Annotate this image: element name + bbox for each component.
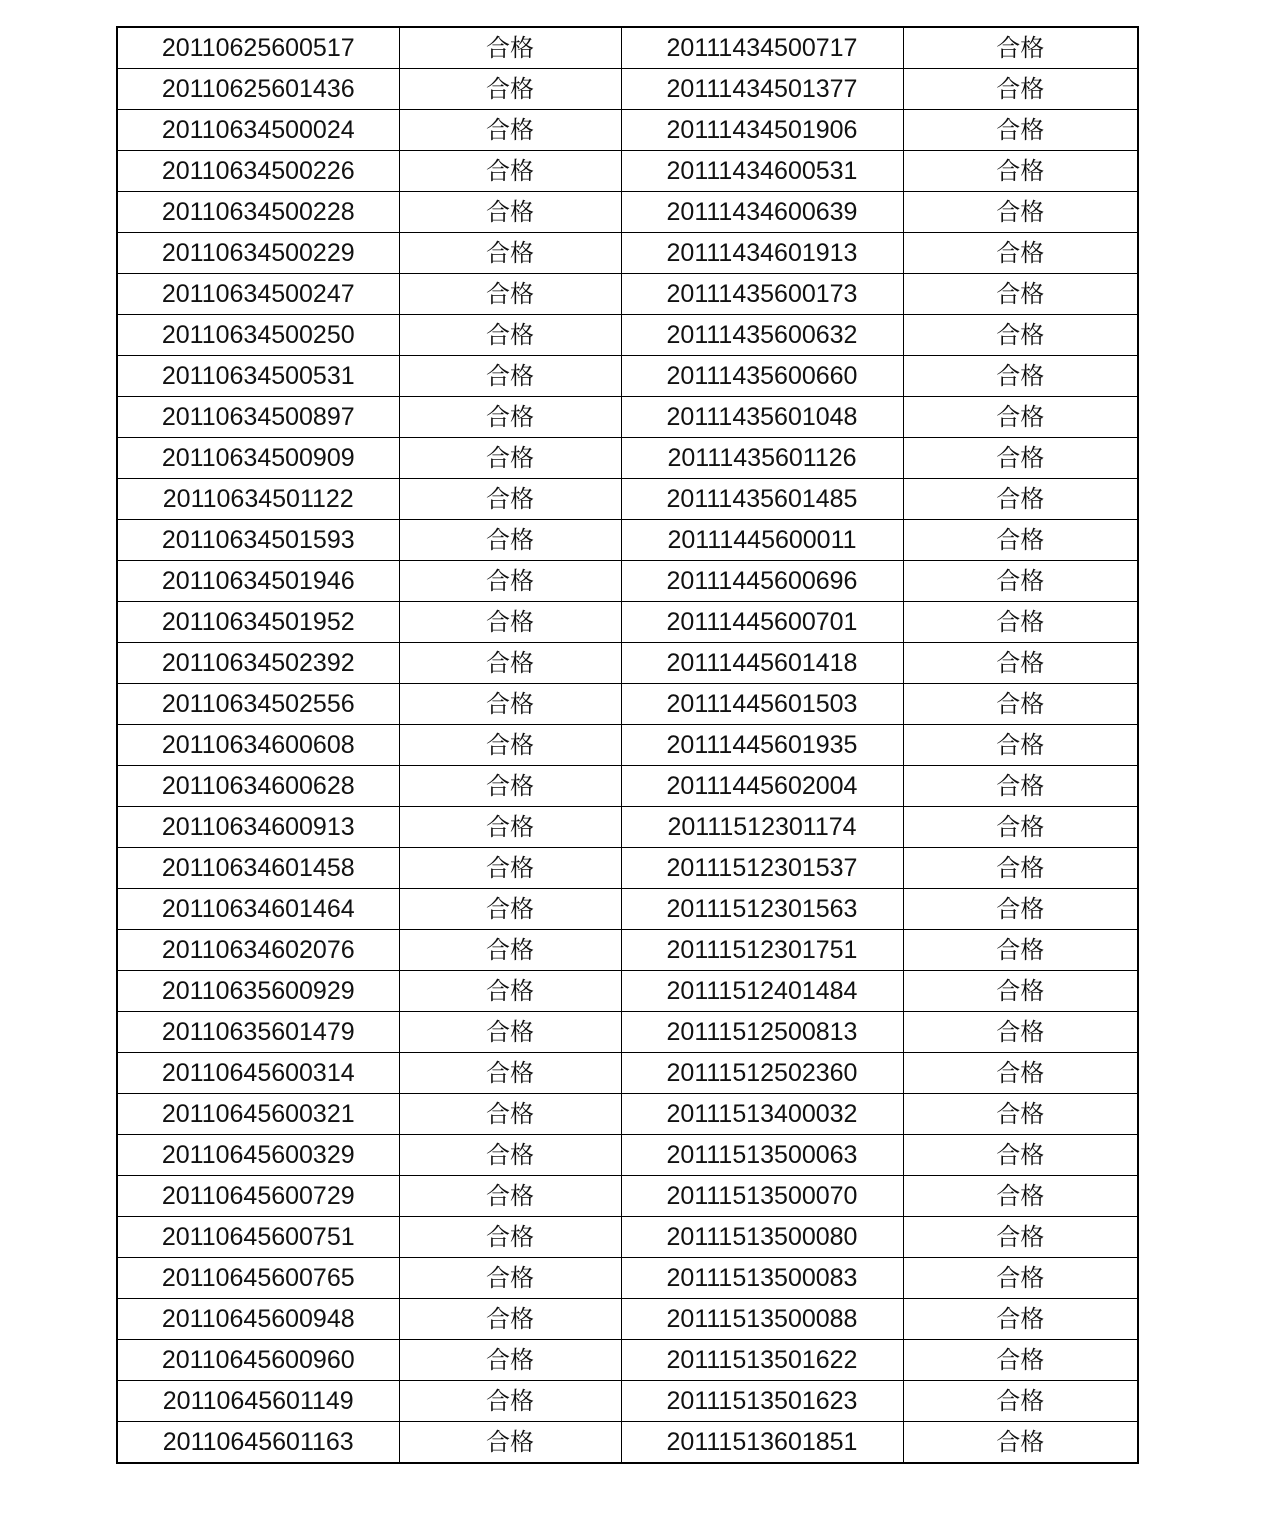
exam-id-cell-left: 20110645600948 bbox=[117, 1299, 399, 1340]
table-row bbox=[117, 561, 1138, 602]
table-row bbox=[117, 69, 1138, 110]
table-row bbox=[117, 110, 1138, 151]
exam-id-cell-left: 20110645601163 bbox=[117, 1422, 399, 1464]
result-status-cell-right: 合格 bbox=[903, 848, 1138, 889]
result-status-cell-left: 合格 bbox=[399, 1258, 621, 1299]
table-row bbox=[117, 438, 1138, 479]
result-status-cell-right: 合格 bbox=[903, 356, 1138, 397]
exam-id-cell-right: 20111513500063 bbox=[621, 1135, 903, 1176]
result-status-cell-left: 合格 bbox=[399, 69, 621, 110]
result-status-cell-right: 合格 bbox=[903, 151, 1138, 192]
exam-id-cell-right: 20111445600696 bbox=[621, 561, 903, 602]
result-status-cell-left: 合格 bbox=[399, 930, 621, 971]
table-row bbox=[117, 151, 1138, 192]
exam-id-cell-left: 20110634502556 bbox=[117, 684, 399, 725]
table-row bbox=[117, 643, 1138, 684]
result-status-cell-right: 合格 bbox=[903, 233, 1138, 274]
result-status-cell-left: 合格 bbox=[399, 725, 621, 766]
exam-id-cell-right: 20111434601913 bbox=[621, 233, 903, 274]
exam-id-cell-left: 20110634500250 bbox=[117, 315, 399, 356]
table-row bbox=[117, 520, 1138, 561]
table-row bbox=[117, 1053, 1138, 1094]
exam-id-cell-left: 20110634501122 bbox=[117, 479, 399, 520]
result-status-cell-right: 合格 bbox=[903, 643, 1138, 684]
exam-id-cell-left: 20110634502392 bbox=[117, 643, 399, 684]
result-status-cell-right: 合格 bbox=[903, 1381, 1138, 1422]
exam-id-cell-left: 20110625601436 bbox=[117, 69, 399, 110]
exam-id-cell-right: 20111445601418 bbox=[621, 643, 903, 684]
exam-id-cell-left: 20110634601458 bbox=[117, 848, 399, 889]
table-row bbox=[117, 1012, 1138, 1053]
result-status-cell-left: 合格 bbox=[399, 520, 621, 561]
result-status-cell-left: 合格 bbox=[399, 807, 621, 848]
exam-id-cell-left: 20110634500229 bbox=[117, 233, 399, 274]
result-status-cell-left: 合格 bbox=[399, 1135, 621, 1176]
exam-id-cell-right: 20111435601048 bbox=[621, 397, 903, 438]
exam-id-cell-left: 20110634500024 bbox=[117, 110, 399, 151]
exam-id-cell-left: 20110645600329 bbox=[117, 1135, 399, 1176]
table-row bbox=[117, 1217, 1138, 1258]
result-status-cell-right: 合格 bbox=[903, 725, 1138, 766]
result-status-cell-right: 合格 bbox=[903, 930, 1138, 971]
result-status-cell-left: 合格 bbox=[399, 1053, 621, 1094]
exam-id-cell-right: 20111513500070 bbox=[621, 1176, 903, 1217]
result-status-cell-right: 合格 bbox=[903, 1135, 1138, 1176]
result-status-cell-left: 合格 bbox=[399, 766, 621, 807]
result-status-cell-right: 合格 bbox=[903, 274, 1138, 315]
result-status-cell-right: 合格 bbox=[903, 1012, 1138, 1053]
result-status-cell-right: 合格 bbox=[903, 971, 1138, 1012]
table-row bbox=[117, 1094, 1138, 1135]
table-row bbox=[117, 397, 1138, 438]
exam-id-cell-right: 20111513601851 bbox=[621, 1422, 903, 1464]
exam-id-cell-left: 20110645601149 bbox=[117, 1381, 399, 1422]
table-row bbox=[117, 1422, 1138, 1464]
result-status-cell-right: 合格 bbox=[903, 192, 1138, 233]
result-status-cell-left: 合格 bbox=[399, 1422, 621, 1464]
result-status-cell-right: 合格 bbox=[903, 397, 1138, 438]
exam-id-cell-right: 20111434600531 bbox=[621, 151, 903, 192]
exam-id-cell-left: 20110634500228 bbox=[117, 192, 399, 233]
exam-id-cell-right: 20111512301174 bbox=[621, 807, 903, 848]
result-status-cell-right: 合格 bbox=[903, 1053, 1138, 1094]
result-status-cell-left: 合格 bbox=[399, 397, 621, 438]
result-status-cell-left: 合格 bbox=[399, 438, 621, 479]
result-status-cell-left: 合格 bbox=[399, 1381, 621, 1422]
result-status-cell-left: 合格 bbox=[399, 848, 621, 889]
result-status-cell-left: 合格 bbox=[399, 1176, 621, 1217]
table-row bbox=[117, 848, 1138, 889]
exam-id-cell-left: 20110634601464 bbox=[117, 889, 399, 930]
result-status-cell-left: 合格 bbox=[399, 1012, 621, 1053]
table-row bbox=[117, 930, 1138, 971]
result-status-cell-left: 合格 bbox=[399, 151, 621, 192]
result-status-cell-right: 合格 bbox=[903, 807, 1138, 848]
table-row bbox=[117, 274, 1138, 315]
exam-id-cell-right: 20111434500717 bbox=[621, 27, 903, 69]
exam-id-cell-right: 20111445601935 bbox=[621, 725, 903, 766]
result-status-cell-right: 合格 bbox=[903, 1422, 1138, 1464]
result-status-cell-right: 合格 bbox=[903, 110, 1138, 151]
result-status-cell-left: 合格 bbox=[399, 27, 621, 69]
result-status-cell-left: 合格 bbox=[399, 233, 621, 274]
exam-id-cell-right: 20111513501622 bbox=[621, 1340, 903, 1381]
result-status-cell-left: 合格 bbox=[399, 889, 621, 930]
result-status-cell-left: 合格 bbox=[399, 1217, 621, 1258]
result-status-cell-left: 合格 bbox=[399, 192, 621, 233]
exam-id-cell-right: 20111434600639 bbox=[621, 192, 903, 233]
exam-id-cell-right: 20111513500083 bbox=[621, 1258, 903, 1299]
result-status-cell-left: 合格 bbox=[399, 684, 621, 725]
table-row bbox=[117, 766, 1138, 807]
table-row bbox=[117, 807, 1138, 848]
exam-id-cell-right: 20111434501377 bbox=[621, 69, 903, 110]
table-row bbox=[117, 725, 1138, 766]
exam-id-cell-right: 20111445600011 bbox=[621, 520, 903, 561]
table-row bbox=[117, 889, 1138, 930]
result-status-cell-right: 合格 bbox=[903, 1340, 1138, 1381]
result-status-cell-right: 合格 bbox=[903, 315, 1138, 356]
exam-id-cell-left: 20110634501946 bbox=[117, 561, 399, 602]
exam-id-cell-left: 20110645600960 bbox=[117, 1340, 399, 1381]
result-status-cell-left: 合格 bbox=[399, 110, 621, 151]
result-status-cell-left: 合格 bbox=[399, 1094, 621, 1135]
exam-id-cell-right: 20111434501906 bbox=[621, 110, 903, 151]
result-status-cell-left: 合格 bbox=[399, 356, 621, 397]
exam-id-cell-right: 20111512502360 bbox=[621, 1053, 903, 1094]
table-row bbox=[117, 1299, 1138, 1340]
table-row bbox=[117, 1340, 1138, 1381]
exam-id-cell-left: 20110634500226 bbox=[117, 151, 399, 192]
result-status-cell-left: 合格 bbox=[399, 1299, 621, 1340]
result-status-cell-right: 合格 bbox=[903, 561, 1138, 602]
result-status-cell-right: 合格 bbox=[903, 684, 1138, 725]
exam-id-cell-left: 20110635601479 bbox=[117, 1012, 399, 1053]
exam-id-cell-left: 20110634500909 bbox=[117, 438, 399, 479]
result-status-cell-left: 合格 bbox=[399, 274, 621, 315]
table-row bbox=[117, 233, 1138, 274]
result-status-cell-right: 合格 bbox=[903, 479, 1138, 520]
exam-id-cell-right: 20111512301563 bbox=[621, 889, 903, 930]
exam-id-cell-right: 20111513500080 bbox=[621, 1217, 903, 1258]
exam-id-cell-right: 20111445602004 bbox=[621, 766, 903, 807]
table-row bbox=[117, 1135, 1138, 1176]
exam-id-cell-right: 20111435601126 bbox=[621, 438, 903, 479]
exam-id-cell-right: 20111435600660 bbox=[621, 356, 903, 397]
exam-id-cell-left: 20110634602076 bbox=[117, 930, 399, 971]
exam-id-cell-right: 20111512500813 bbox=[621, 1012, 903, 1053]
table-row bbox=[117, 1258, 1138, 1299]
exam-id-cell-right: 20111512301751 bbox=[621, 930, 903, 971]
table-row bbox=[117, 1381, 1138, 1422]
result-status-cell-right: 合格 bbox=[903, 602, 1138, 643]
exam-id-cell-left: 20110625600517 bbox=[117, 27, 399, 69]
exam-id-cell-left: 20110634500897 bbox=[117, 397, 399, 438]
result-status-cell-left: 合格 bbox=[399, 479, 621, 520]
result-status-cell-left: 合格 bbox=[399, 315, 621, 356]
exam-id-cell-right: 20111435600173 bbox=[621, 274, 903, 315]
exam-id-cell-left: 20110645600729 bbox=[117, 1176, 399, 1217]
results-table-body bbox=[117, 27, 1138, 1463]
exam-id-cell-left: 20110635600929 bbox=[117, 971, 399, 1012]
table-row bbox=[117, 971, 1138, 1012]
exam-id-cell-left: 20110645600321 bbox=[117, 1094, 399, 1135]
exam-id-cell-left: 20110645600765 bbox=[117, 1258, 399, 1299]
result-status-cell-right: 合格 bbox=[903, 438, 1138, 479]
exam-id-cell-left: 20110634500531 bbox=[117, 356, 399, 397]
exam-id-cell-left: 20110634600608 bbox=[117, 725, 399, 766]
result-status-cell-right: 合格 bbox=[903, 889, 1138, 930]
result-status-cell-right: 合格 bbox=[903, 1094, 1138, 1135]
result-status-cell-left: 合格 bbox=[399, 643, 621, 684]
result-status-cell-right: 合格 bbox=[903, 520, 1138, 561]
exam-id-cell-right: 20111435600632 bbox=[621, 315, 903, 356]
exam-id-cell-left: 20110645600751 bbox=[117, 1217, 399, 1258]
exam-id-cell-right: 20111513500088 bbox=[621, 1299, 903, 1340]
result-status-cell-right: 合格 bbox=[903, 1217, 1138, 1258]
result-status-cell-right: 合格 bbox=[903, 27, 1138, 69]
table-row bbox=[117, 315, 1138, 356]
exam-id-cell-right: 20111512401484 bbox=[621, 971, 903, 1012]
exam-id-cell-left: 20110634500247 bbox=[117, 274, 399, 315]
exam-id-cell-right: 20111435601485 bbox=[621, 479, 903, 520]
exam-id-cell-right: 20111512301537 bbox=[621, 848, 903, 889]
exam-id-cell-left: 20110634501952 bbox=[117, 602, 399, 643]
results-table bbox=[116, 26, 1139, 1464]
exam-id-cell-left: 20110645600314 bbox=[117, 1053, 399, 1094]
table-row bbox=[117, 356, 1138, 397]
exam-id-cell-right: 20111445600701 bbox=[621, 602, 903, 643]
table-row bbox=[117, 684, 1138, 725]
table-row bbox=[117, 602, 1138, 643]
table-row bbox=[117, 27, 1138, 69]
exam-id-cell-left: 20110634600913 bbox=[117, 807, 399, 848]
table-row bbox=[117, 1176, 1138, 1217]
result-status-cell-left: 合格 bbox=[399, 561, 621, 602]
exam-id-cell-right: 20111445601503 bbox=[621, 684, 903, 725]
result-status-cell-right: 合格 bbox=[903, 1176, 1138, 1217]
exam-id-cell-left: 20110634600628 bbox=[117, 766, 399, 807]
exam-id-cell-right: 20111513501623 bbox=[621, 1381, 903, 1422]
table-row bbox=[117, 192, 1138, 233]
result-status-cell-right: 合格 bbox=[903, 1299, 1138, 1340]
exam-id-cell-left: 20110634501593 bbox=[117, 520, 399, 561]
result-status-cell-left: 合格 bbox=[399, 602, 621, 643]
result-status-cell-right: 合格 bbox=[903, 69, 1138, 110]
result-status-cell-right: 合格 bbox=[903, 1258, 1138, 1299]
result-status-cell-left: 合格 bbox=[399, 971, 621, 1012]
table-row bbox=[117, 479, 1138, 520]
result-status-cell-left: 合格 bbox=[399, 1340, 621, 1381]
exam-id-cell-right: 20111513400032 bbox=[621, 1094, 903, 1135]
result-status-cell-right: 合格 bbox=[903, 766, 1138, 807]
